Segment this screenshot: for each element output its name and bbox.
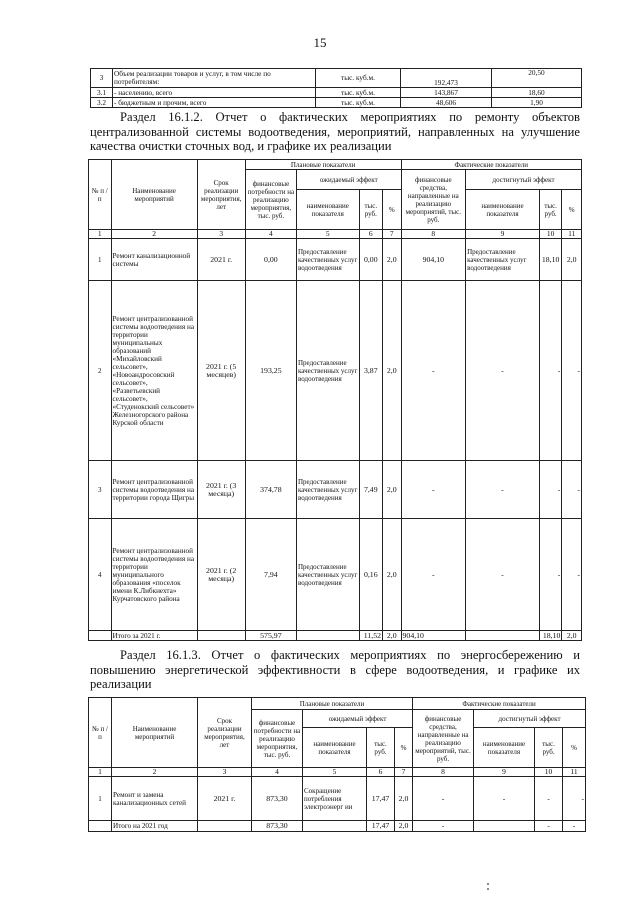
column-number: 1 bbox=[89, 768, 112, 777]
header-term: Срок реализации мероприятия, лет bbox=[198, 698, 252, 768]
row-fact-effect: Предоставление качественных услуг водоотведения bbox=[466, 239, 540, 281]
total-fact-percent: 2,0 bbox=[562, 631, 582, 641]
row-fact-effect: - bbox=[466, 281, 540, 461]
row-number: 3.1 bbox=[91, 88, 113, 98]
scan-speck bbox=[487, 883, 489, 885]
header-percent: % bbox=[395, 728, 413, 768]
header-achieved: достигнутый эффект bbox=[466, 170, 582, 190]
row-fin: 193,25 bbox=[245, 281, 296, 461]
row-number: 3 bbox=[89, 461, 112, 519]
row-number: 1 bbox=[89, 777, 112, 821]
total-percent: 2,0 bbox=[395, 821, 413, 832]
column-number: 4 bbox=[252, 768, 303, 777]
column-number: 9 bbox=[474, 768, 535, 777]
column-number: 9 bbox=[466, 230, 540, 239]
header-thous-rub: тыс. руб. bbox=[539, 190, 562, 230]
column-number: 4 bbox=[245, 230, 296, 239]
header-thous-rub: тыс. руб. bbox=[367, 728, 395, 768]
row-effect: Предоставление качественных услуг водоотведения bbox=[297, 461, 360, 519]
header-fin-actual: финансовые средства, направленные на реализацию мероприятий, тыс. руб. bbox=[413, 710, 474, 768]
column-number: 10 bbox=[535, 768, 563, 777]
row-number: 3 bbox=[91, 69, 113, 88]
header-planned: Плановые показатели bbox=[252, 698, 413, 710]
header-planned: Плановые показатели bbox=[245, 160, 401, 170]
table-row bbox=[89, 239, 582, 281]
row-percent: 2,0 bbox=[383, 281, 401, 461]
row-value: 48,606 bbox=[401, 98, 492, 108]
header-indicator: наименование показателя bbox=[297, 190, 360, 230]
row-name: Ремонт централизованной системы водоотведения на территории муниципальных образований «Михайловский сельсовет», «Новоандросовский сельсовет», «Разветьевский сельсовет», «Студенокский сельсовет» Железногорского района Курской области bbox=[111, 281, 197, 461]
total-label: Итого на 2021 год bbox=[112, 821, 198, 832]
row-value: 192,473 bbox=[401, 69, 492, 88]
header-fin-actual: финансовые средства, направленные на реализацию мероприятий, тыс. руб. bbox=[401, 170, 466, 230]
column-number: 3 bbox=[197, 230, 245, 239]
header-expected: ожидаемый эффект bbox=[303, 710, 413, 728]
header-achieved: достигнутый эффект bbox=[474, 710, 586, 728]
row-thous-rub: 3,87 bbox=[359, 281, 383, 461]
row-value: 20,50 bbox=[492, 69, 582, 88]
column-number: 5 bbox=[297, 230, 360, 239]
column-number: 1 bbox=[89, 230, 112, 239]
total-fin: 873,30 bbox=[252, 821, 303, 832]
row-fact-thous-rub: - bbox=[535, 777, 563, 821]
column-number: 5 bbox=[303, 768, 367, 777]
row-name: Ремонт и замена канализационных сетей bbox=[112, 777, 198, 821]
column-number: 8 bbox=[413, 768, 474, 777]
row-fact-percent: - bbox=[562, 281, 582, 461]
row-value: 1,90 bbox=[492, 98, 582, 108]
row-term: 2021 г. (2 месяца) bbox=[197, 519, 245, 631]
header-indicator: наименование показателя bbox=[466, 190, 540, 230]
section-1613-heading: Раздел 16.1.3. Отчет о фактических мероприятиях по энергосбережению и повышению энергетической эффективности в сфере водоотведения, и графике их реализации bbox=[90, 648, 580, 691]
row-number: 3.2 bbox=[91, 98, 113, 108]
row-thous-rub: 7,49 bbox=[359, 461, 383, 519]
column-number: 6 bbox=[367, 768, 395, 777]
row-fact-fin: - bbox=[401, 519, 466, 631]
total-label: Итого за 2021 г. bbox=[111, 631, 197, 641]
row-name: - населению, всего bbox=[113, 88, 316, 98]
row-thous-rub: 17,47 bbox=[367, 777, 395, 821]
table-row bbox=[91, 69, 582, 88]
column-number: 2 bbox=[112, 768, 198, 777]
row-fin: 374,78 bbox=[245, 461, 296, 519]
column-number: 7 bbox=[395, 768, 413, 777]
column-number: 2 bbox=[111, 230, 197, 239]
summary-table bbox=[90, 68, 582, 108]
total-fact-fin: - bbox=[413, 821, 474, 832]
column-number: 11 bbox=[562, 230, 582, 239]
total-fact-percent: - bbox=[563, 821, 586, 832]
energy-saving-table bbox=[88, 697, 586, 832]
total-fact-thous-rub: 18,10 bbox=[539, 631, 562, 641]
header-thous-rub: тыс. руб. bbox=[535, 728, 563, 768]
row-fact-thous-rub: 18,10 bbox=[539, 239, 562, 281]
total-fact-thous-rub: - bbox=[535, 821, 563, 832]
row-value: 143,867 bbox=[401, 88, 492, 98]
table-row bbox=[89, 777, 586, 821]
row-unit: тыс. куб.м. bbox=[316, 69, 401, 88]
row-fin: 7,94 bbox=[245, 519, 296, 631]
total-thous-rub: 11,52 bbox=[359, 631, 383, 641]
row-fact-effect: - bbox=[474, 777, 535, 821]
column-number: 6 bbox=[359, 230, 383, 239]
row-name: Ремонт централизованной системы водоотведения на территории города Щигры bbox=[111, 461, 197, 519]
column-number: 3 bbox=[198, 768, 252, 777]
header-expected: ожидаемый эффект bbox=[297, 170, 402, 190]
row-fact-percent: - bbox=[563, 777, 586, 821]
header-percent: % bbox=[562, 190, 582, 230]
header-percent: % bbox=[383, 190, 401, 230]
row-percent: 2,0 bbox=[395, 777, 413, 821]
total-row bbox=[89, 821, 586, 832]
row-term: 2021 г. bbox=[198, 777, 252, 821]
header-num: № п / п bbox=[89, 698, 112, 768]
row-fact-fin: - bbox=[401, 281, 466, 461]
row-fact-thous-rub: - bbox=[539, 461, 562, 519]
header-fin-need: финансовые потребности на реализацию мероприятия, тыс. руб. bbox=[245, 170, 296, 230]
section-1612-heading: Раздел 16.1.2. Отчет о фактических мероприятиях по ремонту объектов централизованной системы водоотведения, мероприятий, направленных на улучшение качества очистки сточных вод, и графике их реализации bbox=[90, 110, 580, 153]
header-term: Срок реализации мероприятия, лет bbox=[197, 160, 245, 230]
row-name: Объем реализации товаров и услуг, в том числе по потребителям: bbox=[113, 69, 316, 88]
total-fin: 575,97 bbox=[245, 631, 296, 641]
row-number: 4 bbox=[89, 519, 112, 631]
column-number: 10 bbox=[539, 230, 562, 239]
scan-speck bbox=[487, 888, 489, 890]
row-name: - бюджетным и прочим, всего bbox=[113, 98, 316, 108]
row-fact-fin: - bbox=[401, 461, 466, 519]
row-fact-fin: 904,10 bbox=[401, 239, 466, 281]
header-fin-need: финансовые потребности на реализацию мероприятия, тыс. руб. bbox=[252, 710, 303, 768]
row-effect: Предоставление качественных услуг водоотведения bbox=[297, 239, 360, 281]
row-effect: Сокращение потребления электроэнерг ии bbox=[303, 777, 367, 821]
row-unit: тыс. куб.м. bbox=[316, 88, 401, 98]
row-thous-rub: 0,16 bbox=[359, 519, 383, 631]
row-fin: 0,00 bbox=[245, 239, 296, 281]
row-name: Ремонт канализационной системы bbox=[111, 239, 197, 281]
row-unit: тыс. куб.м. bbox=[316, 98, 401, 108]
header-thous-rub: тыс. руб. bbox=[359, 190, 383, 230]
total-thous-rub: 17,47 bbox=[367, 821, 395, 832]
table-row bbox=[91, 88, 582, 98]
header-actual: Фактические показатели bbox=[413, 698, 586, 710]
row-term: 2021 г. (5 месяцев) bbox=[197, 281, 245, 461]
row-number: 2 bbox=[89, 281, 112, 461]
total-fact-fin: 904,10 bbox=[401, 631, 466, 641]
header-name: Наименование мероприятий bbox=[112, 698, 198, 768]
header-actual: Фактические показатели bbox=[401, 160, 581, 170]
row-fact-percent: 2,0 bbox=[562, 239, 582, 281]
table-row bbox=[89, 461, 582, 519]
header-percent: % bbox=[563, 728, 586, 768]
row-fact-percent: - bbox=[562, 519, 582, 631]
row-fact-percent: - bbox=[562, 461, 582, 519]
page-number: 15 bbox=[313, 35, 327, 50]
table-row bbox=[89, 281, 582, 461]
row-term: 2021 г. bbox=[197, 239, 245, 281]
row-percent: 2,0 bbox=[383, 519, 401, 631]
row-fact-fin: - bbox=[413, 777, 474, 821]
row-number: 1 bbox=[89, 239, 112, 281]
header-num: № п / п bbox=[89, 160, 112, 230]
table-row bbox=[91, 98, 582, 108]
total-row bbox=[89, 631, 582, 641]
row-value: 18,60 bbox=[492, 88, 582, 98]
row-term: 2021 г. (3 месяца) bbox=[197, 461, 245, 519]
table-row bbox=[89, 519, 582, 631]
header-indicator: наименование показателя bbox=[303, 728, 367, 768]
total-percent: 2,0 bbox=[383, 631, 401, 641]
row-effect: Предоставление качественных услуг водоотведения bbox=[297, 281, 360, 461]
row-fact-effect: - bbox=[466, 519, 540, 631]
row-percent: 2,0 bbox=[383, 461, 401, 519]
repair-measures-table bbox=[88, 159, 582, 641]
row-fact-thous-rub: - bbox=[539, 519, 562, 631]
header-indicator: наименование показателя bbox=[474, 728, 535, 768]
row-name: Ремонт централизованной системы водоотведения на территории муниципального образования «поселок имени К.Либкнехта» Курчатовского района bbox=[111, 519, 197, 631]
row-fact-effect: - bbox=[466, 461, 540, 519]
column-number: 7 bbox=[383, 230, 401, 239]
row-effect: Предоставление качественных услуг водоотведения bbox=[297, 519, 360, 631]
row-fact-thous-rub: - bbox=[539, 281, 562, 461]
column-number: 11 bbox=[563, 768, 586, 777]
header-name: Наименование мероприятий bbox=[111, 160, 197, 230]
column-number: 8 bbox=[401, 230, 466, 239]
row-percent: 2,0 bbox=[383, 239, 401, 281]
row-fin: 873,30 bbox=[252, 777, 303, 821]
row-thous-rub: 0,00 bbox=[359, 239, 383, 281]
